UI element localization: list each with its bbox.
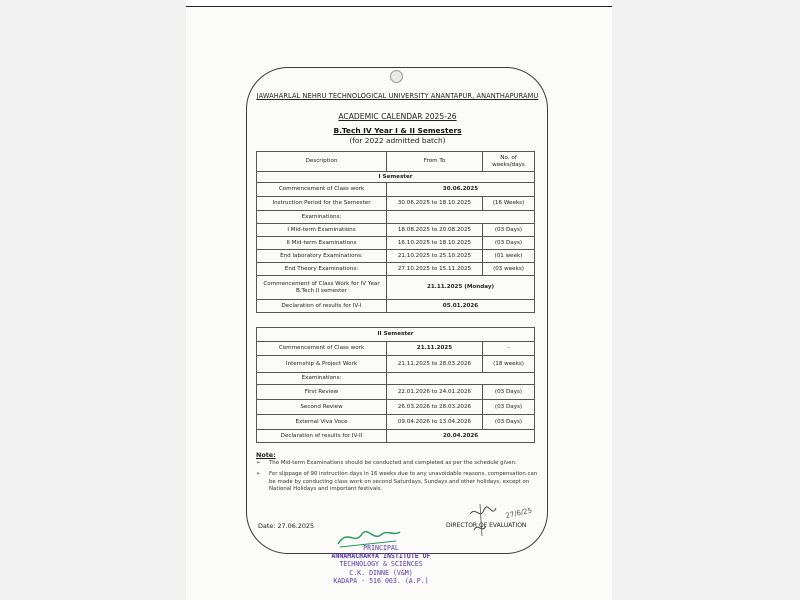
header-weeks: No. of weeks/days [483, 152, 535, 172]
table-row [257, 250, 535, 263]
notes-heading: Note: [256, 451, 276, 459]
stamp-line-3: C.K. DINNE (V&M) [349, 568, 413, 577]
row-date [387, 211, 535, 224]
table-row [257, 197, 535, 211]
stamp-title: PRINCIPAL [363, 544, 399, 552]
table-row [257, 373, 535, 385]
row-description: Declaration of results for IV-II [257, 430, 387, 443]
row-date: 18.08.2025 to 20.08.2025 [387, 224, 483, 237]
row-description: Examinations: [257, 373, 387, 385]
row-weeks: (01 week) [483, 250, 535, 263]
row-date: 16.10.2025 to 18.10.2025 [387, 237, 483, 250]
row-description: II Mid-term Examinations [257, 237, 387, 250]
row-date: 27.10.2025 to 15.11.2025 [387, 263, 483, 276]
issue-date: Date: 27.06.2025 [258, 522, 315, 530]
table-row [257, 300, 535, 313]
row-weeks: (16 Weeks) [483, 197, 535, 211]
row-description: Commencement of Class work [257, 183, 387, 197]
row-date: 22.01.2026 to 24.01.2026 [387, 385, 483, 400]
table-row [257, 430, 535, 443]
row-description: Declaration of results for IV-I [257, 300, 387, 313]
row-weeks: (03 Days) [483, 237, 535, 250]
principal-stamp [296, 544, 466, 585]
row-date: 30.06.2025 [387, 183, 535, 197]
batch-subtitle: (for 2022 admitted batch) [349, 136, 446, 145]
semester-2-table [256, 327, 535, 443]
row-description: Internship & Project Work [257, 356, 387, 373]
row-description: End laboratory Examinations: [257, 250, 387, 263]
row-date: 26.03.2026 to 28.03.2026 [387, 400, 483, 415]
semester-heading-row [257, 172, 535, 183]
page-top-edge [186, 0, 612, 7]
row-description: External Viva Voce [257, 415, 387, 430]
table-row [257, 211, 535, 224]
stamp-line-1: ANNAMACHARYA INSTITUTE OF [331, 552, 431, 561]
row-weeks: (03 Days) [483, 385, 535, 400]
table-row [257, 237, 535, 250]
row-weeks: (18 weeks) [483, 356, 535, 373]
row-description: I Mid-term Examinations [257, 224, 387, 237]
row-description: First Review [257, 385, 387, 400]
row-date: 05.01.2026 [387, 300, 535, 313]
note-text: For slippage of 90 instruction days in 16 weeks due to any unavoidable reasons, compensation can be made by conducting class work on second Saturdays, Sundays and other holidays, except on National Holidays and important festivals. [269, 471, 538, 493]
calendar-title: ACADEMIC CALENDAR 2025-26 [338, 112, 457, 121]
row-description: End Theory Examinations: [257, 263, 387, 276]
header-from-to: From To [387, 152, 483, 172]
row-date: 21.10.2025 to 25.10.2025 [387, 250, 483, 263]
table-row [257, 342, 535, 356]
table-row [257, 263, 535, 276]
row-weeks: - [483, 342, 535, 356]
row-date: 21.11.2025 [387, 342, 483, 356]
row-description: Commencement of Class Work for IV Year B.Tech II semester [257, 276, 387, 300]
row-description: Second Review [257, 400, 387, 415]
row-weeks: (03 weeks) [483, 263, 535, 276]
table-header-row [257, 152, 535, 172]
handwritten-date: 27/6/25 [504, 506, 533, 520]
table-row [257, 276, 535, 300]
stamp-line-2: TECHNOLOGY & SCIENCES [339, 560, 423, 569]
note-item [256, 460, 538, 468]
director-of-evaluation: DIRECTOR OF EVALUATION [446, 522, 527, 529]
row-weeks: (03 Days) [483, 224, 535, 237]
row-date [387, 373, 535, 385]
note-item [256, 471, 538, 494]
arrow-bullet-icon: ➢ [256, 471, 261, 477]
row-date: 20.04.2026 [387, 430, 535, 443]
table-row [257, 224, 535, 237]
table-row [257, 385, 535, 400]
row-date: 09.04.2026 to 13.04.2026 [387, 415, 483, 430]
semester-heading-row [257, 328, 535, 342]
table-row [257, 183, 535, 197]
stamp-line-4: KADAPA - 516 003. (A.P.) [333, 576, 429, 585]
row-description: Commencement of Class work [257, 342, 387, 356]
row-description: Instruction Period for the Semester [257, 197, 387, 211]
table-row [257, 400, 535, 415]
program-subtitle: B.Tech IV Year I & II Semesters [333, 126, 462, 135]
row-date: 21.11.2025 to 28.03.2026 [387, 356, 483, 373]
header-description: Description [257, 152, 387, 172]
arrow-bullet-icon: ➢ [256, 460, 261, 466]
row-weeks: (03 Days) [483, 415, 535, 430]
row-date: 30.06.2025 to 18.10.2025 [387, 197, 483, 211]
semester-2-heading: II Semester [257, 328, 535, 342]
semester-1-table [256, 151, 535, 313]
row-weeks: (03 Days) [483, 400, 535, 415]
row-date: 21.11.2025 (Monday) [387, 276, 535, 300]
university-name: JAWAHARLAL NEHRU TECHNOLOGICAL UNIVERSITY ANANTAPUR, ANANTHAPURAMU [256, 92, 539, 100]
row-description: Examinations: [257, 211, 387, 224]
table-row [257, 356, 535, 373]
semester-1-heading: I Semester [257, 172, 535, 183]
table-row [257, 415, 535, 430]
note-text: The Mid-term Examinations should be conducted and completed as per the schedule given. [269, 460, 517, 466]
university-logo-icon [390, 70, 403, 83]
